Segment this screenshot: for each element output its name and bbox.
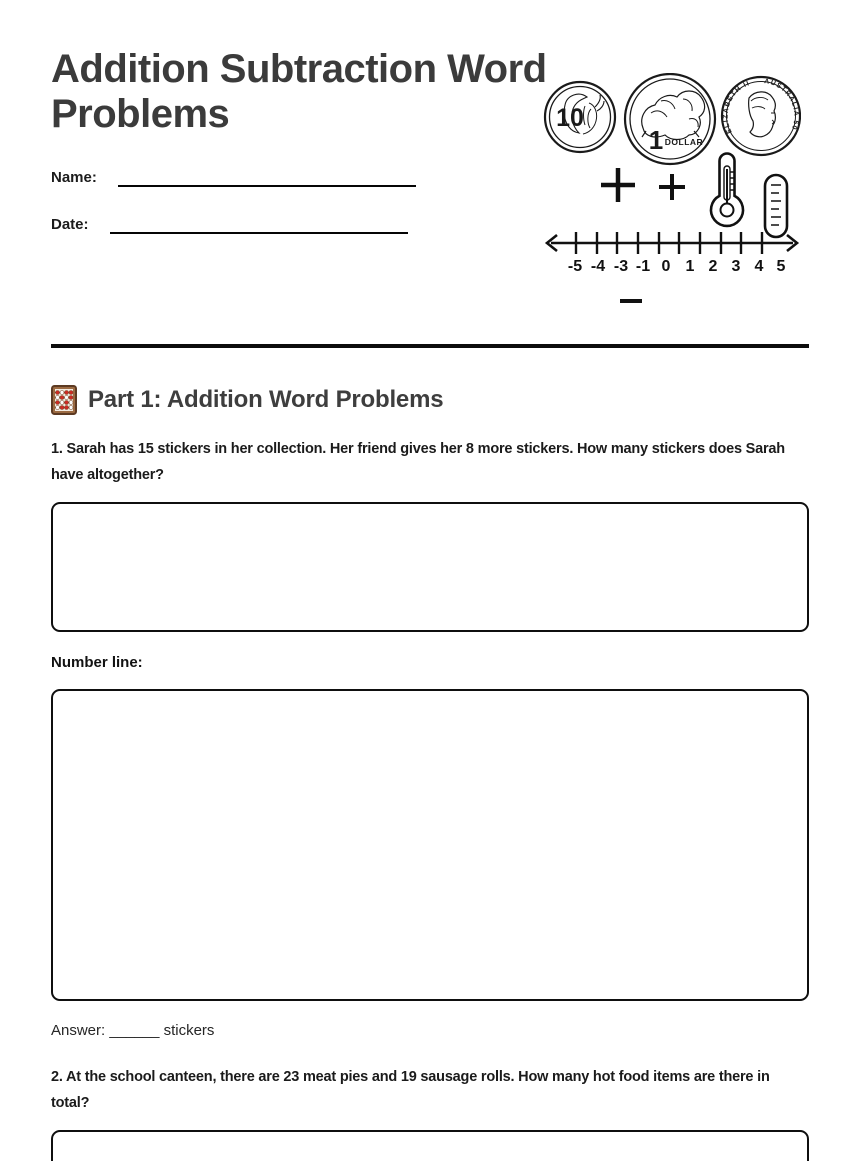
- section-divider: [51, 344, 809, 348]
- one-dollar-coin-icon: [625, 74, 715, 164]
- question-1-answer-line[interactable]: Answer: ______ stickers: [51, 1021, 215, 1039]
- number-line-label: 4: [754, 258, 764, 275]
- part1-section: [51, 385, 809, 1161]
- number-line-label: 5: [776, 258, 786, 275]
- number-line-label-text: Number line:: [51, 653, 143, 671]
- one-dollar-label: DOLLAR: [664, 137, 704, 147]
- ten-cent-value: 10: [556, 104, 584, 132]
- name-input-line[interactable]: [118, 167, 416, 187]
- fifty-cent-coin-icon: [722, 77, 800, 155]
- question-1-number-line-area[interactable]: [51, 689, 809, 1001]
- ten-cent-coin-icon: [545, 82, 615, 152]
- name-label: Name:: [51, 169, 97, 186]
- number-line-label: 3: [731, 258, 741, 275]
- math-clipart-illustration: [543, 73, 801, 313]
- number-line-label: 1: [685, 258, 695, 275]
- part1-heading: [51, 385, 809, 415]
- number-line-label: -4: [590, 258, 606, 275]
- question-1-work-area[interactable]: [51, 502, 809, 632]
- fifty-cent-text-right: AUSTRALIA 50: [763, 78, 800, 132]
- part1-heading-text: Part 1: Addition Word Problems: [88, 385, 444, 413]
- number-line-label: -3: [613, 258, 629, 275]
- date-label: Date:: [51, 216, 89, 233]
- number-line: [547, 232, 797, 275]
- ruler-icon: [765, 175, 787, 237]
- number-line-label: -1: [635, 258, 651, 275]
- number-line-label: 0: [661, 258, 671, 275]
- plus-icon: [601, 168, 635, 202]
- question-2-text: 2. At the school canteen, there are 23 meat pies and 19 sausage rolls. How many hot food items are there in total?: [51, 1068, 770, 1111]
- plus-icon: [659, 174, 685, 200]
- number-line-label: 2: [708, 258, 718, 275]
- abacus-icon: [51, 385, 77, 415]
- number-line-label: -5: [567, 258, 583, 275]
- one-dollar-numeral: 1: [648, 125, 664, 155]
- fifty-cent-text-left: ELIZABETH II: [722, 79, 752, 135]
- page-title: Addition Subtraction Word Problems: [51, 47, 547, 136]
- thermometer-icon: [711, 154, 743, 226]
- date-input-line[interactable]: [110, 214, 408, 234]
- question-1-text: 1. Sarah has 15 stickers in her collection. Her friend gives her 8 more stickers. How many stickers does Sarah have altogether?: [51, 440, 785, 483]
- worksheet-header: [51, 0, 809, 275]
- question-2-work-area[interactable]: [51, 1130, 809, 1161]
